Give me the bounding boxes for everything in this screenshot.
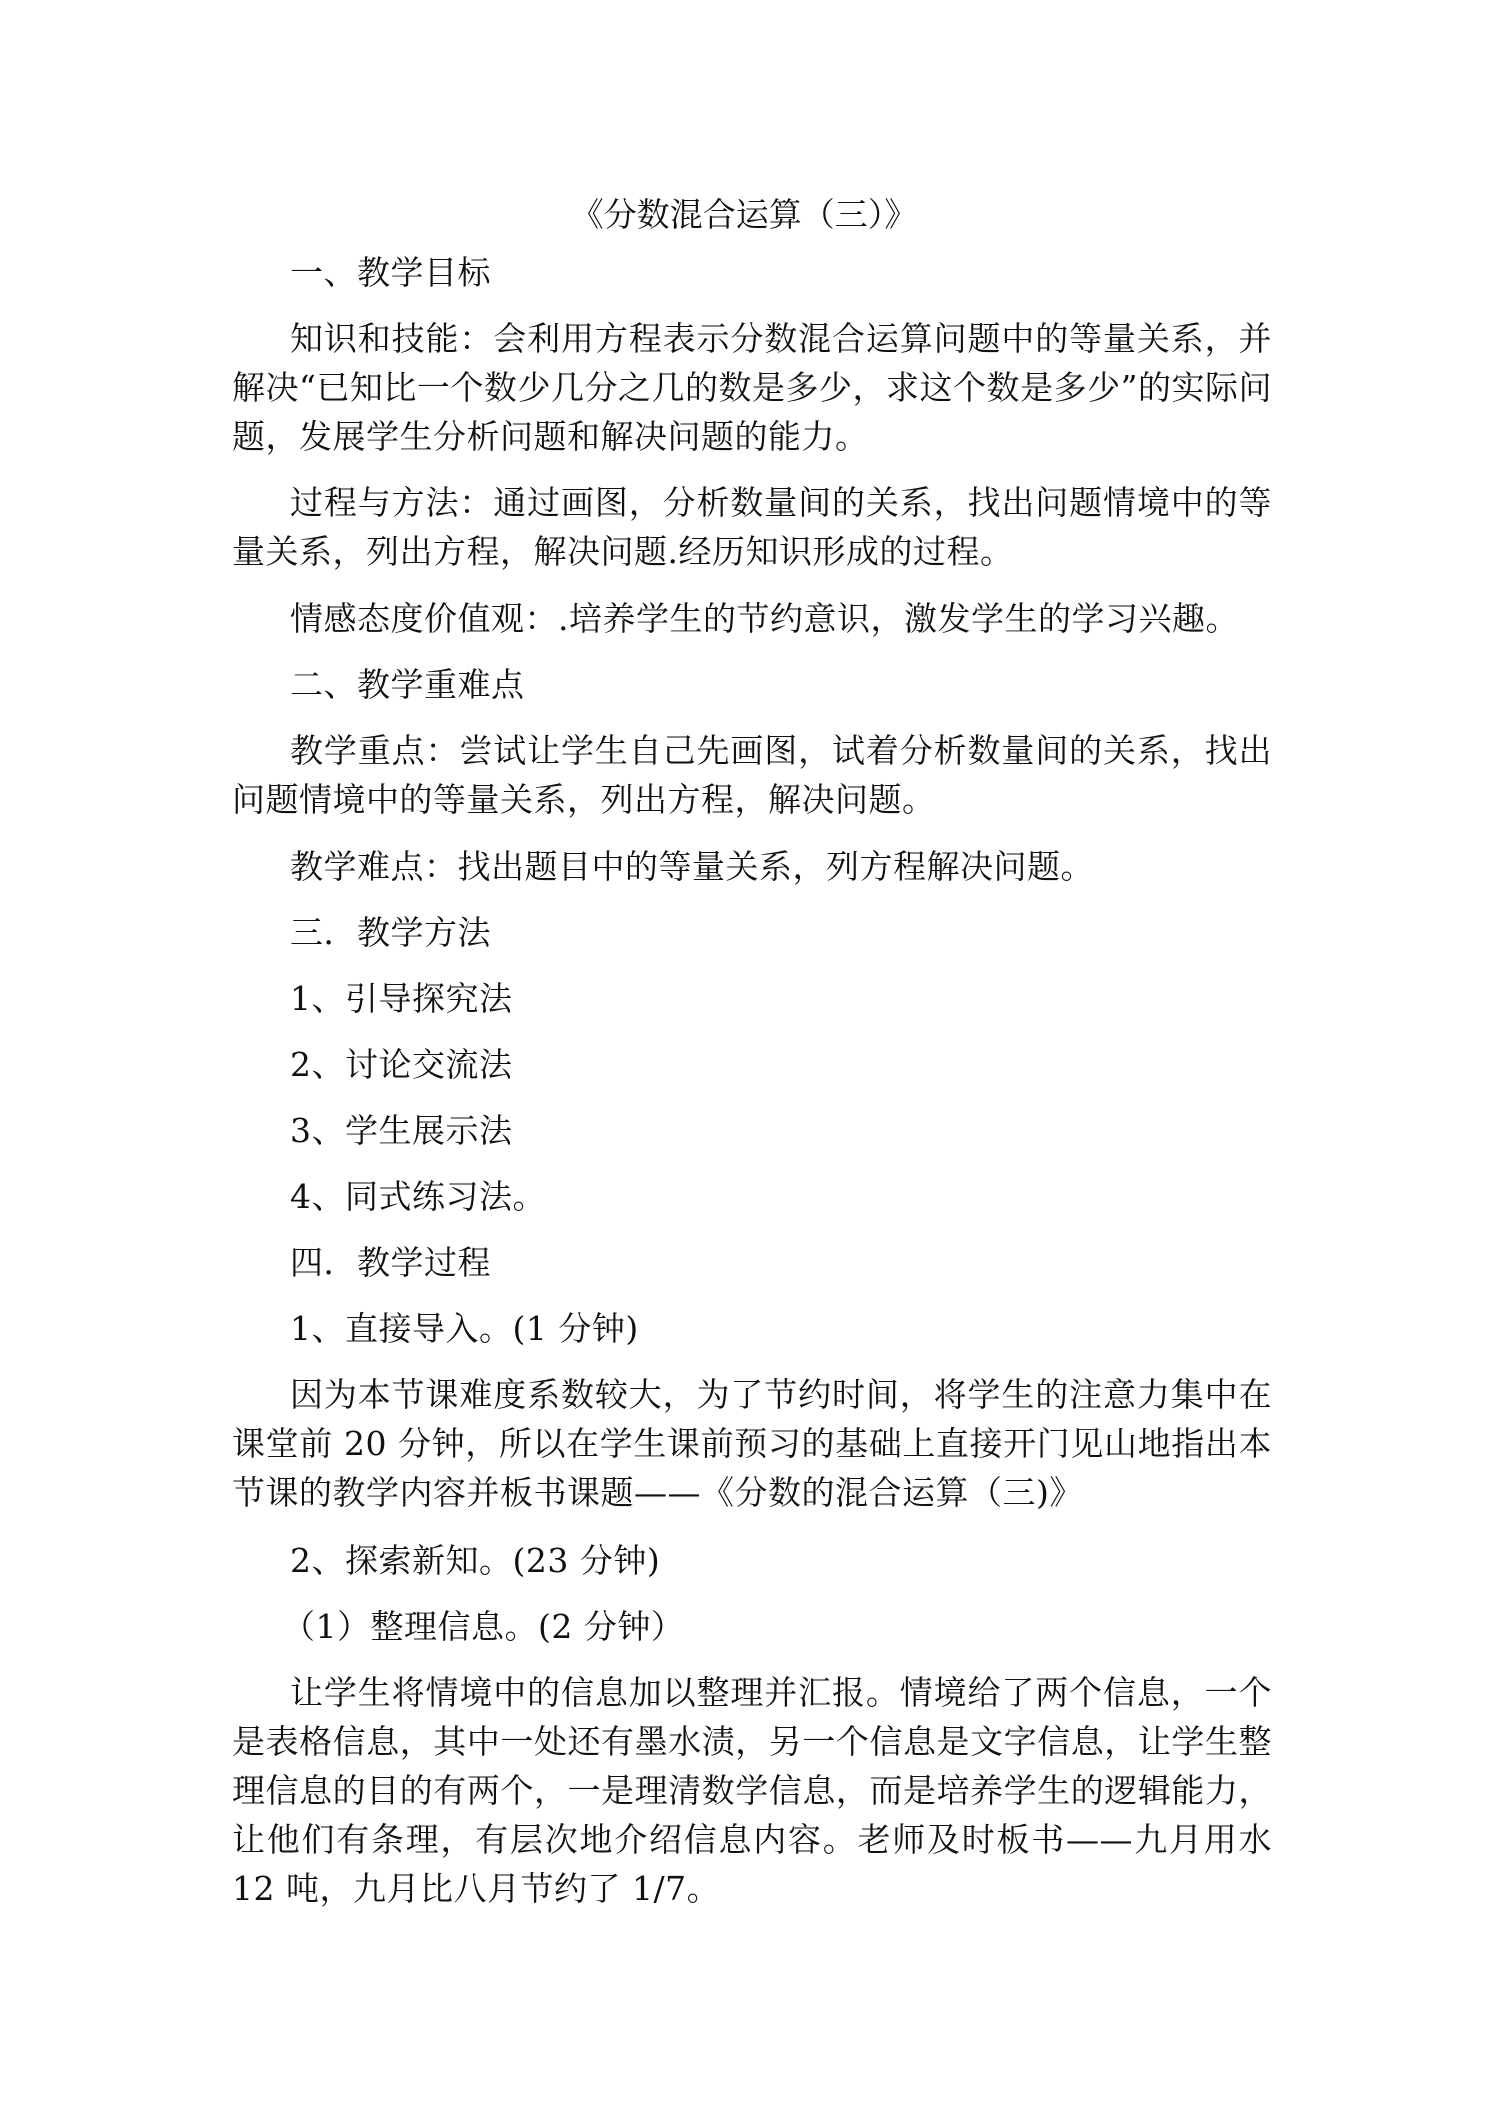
section-heading-methods: 三．教学方法 [290,913,491,952]
method-item: 2、讨论交流法 [290,1045,513,1084]
section-heading-objectives: 一、教学目标 [290,253,491,292]
process-step-2: 2、探索新知。(23 分钟) [290,1541,661,1580]
document-title: 《分数混合运算（三）》 [570,195,918,234]
section-heading-key-points: 二、教学重难点 [290,665,525,704]
paragraph-process-method: 过程与方法：通过画图，分析数量间的关系，找出问题情境中的等量关系，列出方程，解决问题.经历知识形成的过程。 [232,483,1272,571]
paragraph-key-point: 教学重点：尝试让学生自己先画图，试着分析数量间的关系，找出问题情境中的等量关系，列出方程，解决问题。 [232,731,1272,819]
paragraph-difficulty: 教学难点：找出题目中的等量关系，列方程解决问题。 [290,847,1094,886]
paragraph-organize-info: 让学生将情境中的信息加以整理并汇报。情境给了两个信息，一个是表格信息，其中一处还有墨水渍，另一个信息是文字信息，让学生整理信息的目的有两个，一是理清数学信息，而是培养学生的逻辑能力，让他们有条理，有层次地介绍信息内容。老师及时板书——九月用水 12 吨，九月比八月节约了 1/7。 [232,1673,1272,1908]
paragraph-knowledge-skills: 知识和技能：会利用方程表示分数混合运算问题中的等量关系，并解决“已知比一个数少几分之几的数是多少，求这个数是多少”的实际问题，发展学生分析问题和解决问题的能力。 [232,319,1272,456]
process-step-1: 1、直接导入。(1 分钟) [290,1309,639,1348]
method-item: 4、同式练习法。 [290,1177,546,1216]
section-heading-process: 四．教学过程 [290,1243,491,1282]
paragraph-attitude-values: 情感态度价值观：.培养学生的节约意识，激发学生的学习兴趣。 [290,599,1239,638]
method-item: 3、学生展示法 [290,1111,513,1150]
method-item: 1、引导探究法 [290,979,513,1018]
paragraph-introduction: 因为本节课难度系数较大，为了节约时间，将学生的注意力集中在课堂前 20 分钟，所以在学生课前预习的基础上直接开门见山地指出本节课的教学内容并板书课题——《分数的混合运算（三)》 [232,1375,1272,1512]
process-substep-1: （1）整理信息。(2 分钟） [282,1607,685,1646]
